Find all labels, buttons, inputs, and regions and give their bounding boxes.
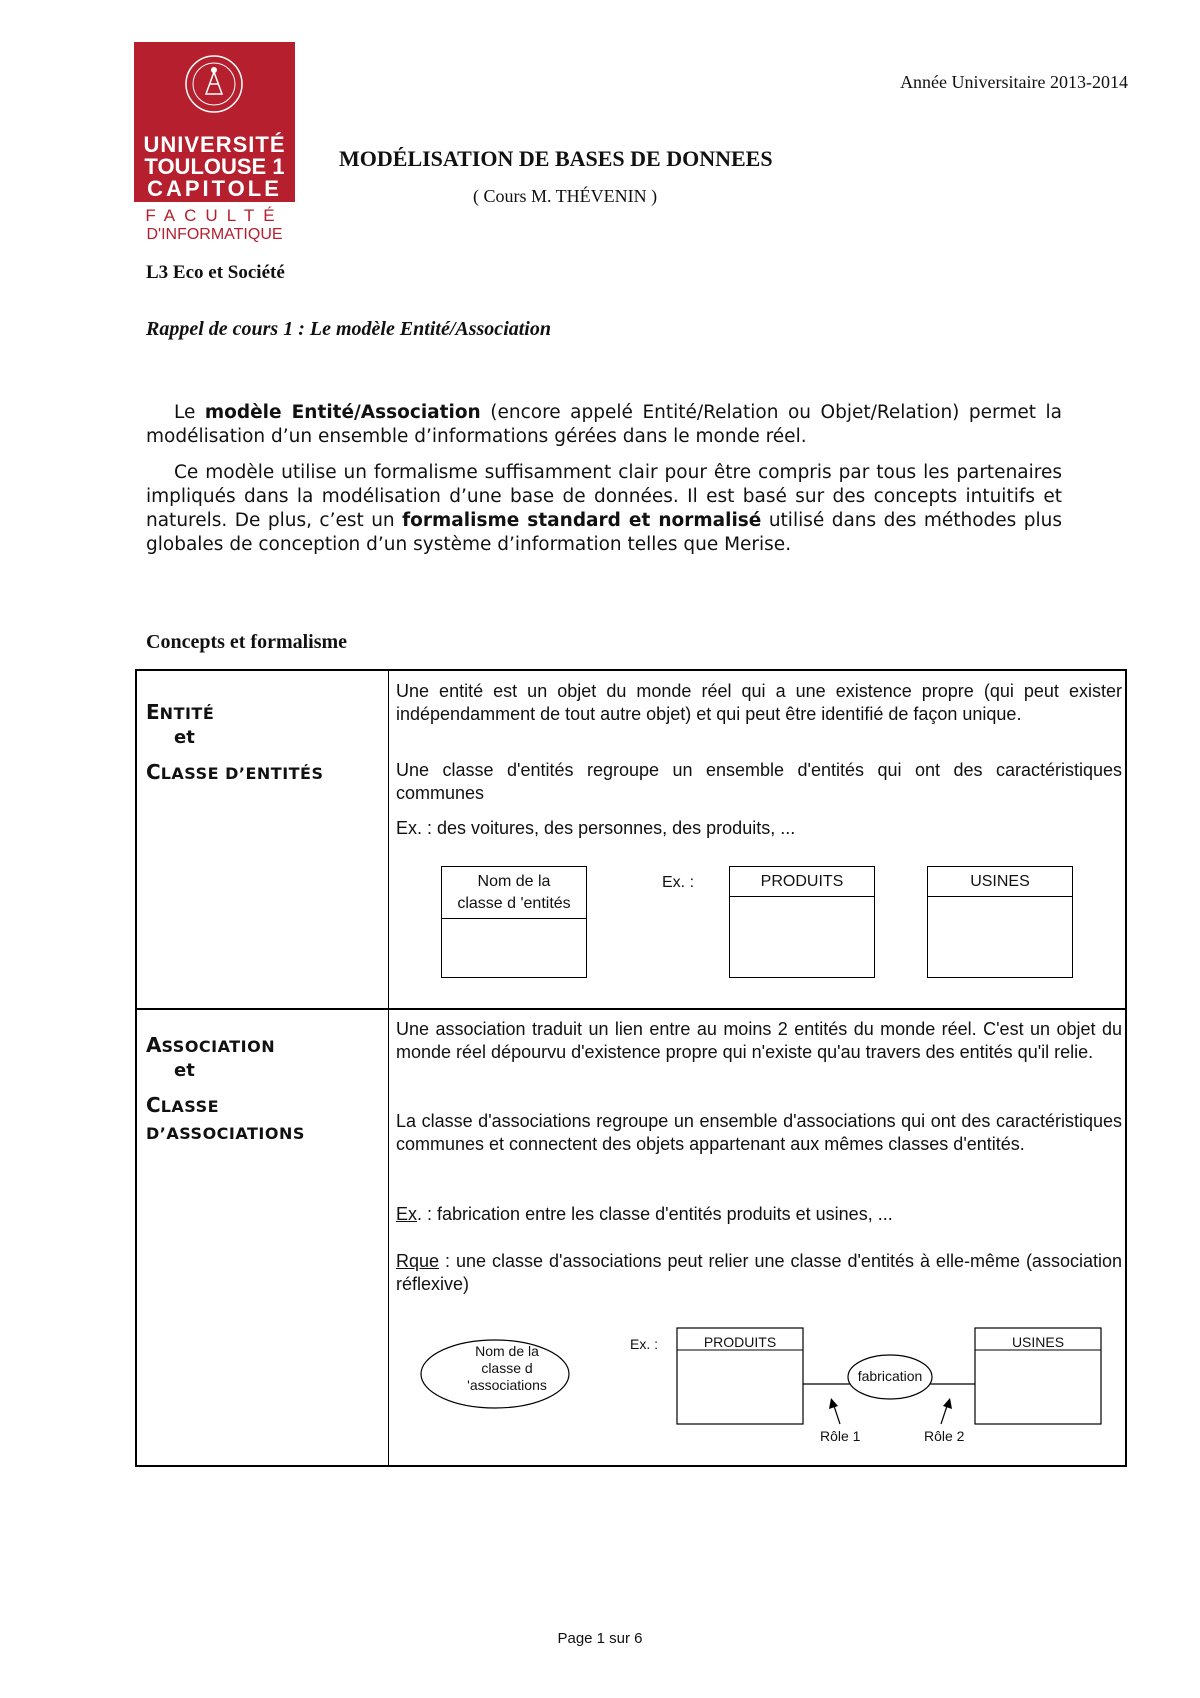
logo-faculte: FACULTÉ <box>145 206 284 225</box>
fabrication-label: fabrication <box>857 1368 923 1384</box>
page-title: MODÉLISATION DE BASES DE DONNEES <box>339 146 773 171</box>
role1-label: Rôle 1 <box>820 1428 861 1444</box>
association-remark: Rque : une classe d'associations peut relier une classe d'entités à elle-même (association réflexive) <box>396 1251 1122 1294</box>
role2-arrowhead-icon <box>943 1398 952 1409</box>
association-definition: Une association traduit un lien entre au moins 2 entités du monde réel. C'est un objet du monde réel dépourvu d'existence propre qui n'existe qu'au travers des entités qu'il relie. <box>396 1019 1122 1062</box>
association-label-et: et <box>174 1060 195 1081</box>
intro-paragraph-1: Le modèle Entité/Association (encore appelé Entité/Relation ou Objet/Relation) permet la modélisation d’un ensemble d’informations gérées dans le monde réel. <box>146 402 1063 447</box>
entity-label: ENTITÉ <box>146 700 215 724</box>
entity-example: Ex. : des voitures, des personnes, des produits, ... <box>396 818 796 838</box>
logo-toulouse: TOULOUSE 1 <box>144 154 285 179</box>
role1-arrowhead-icon <box>829 1398 838 1409</box>
association-example: Ex. : fabrication entre les classe d'entités produits et usines, ... <box>396 1204 893 1224</box>
entity-definition: Une entité est un objet du monde réel qui a une existence propre (qui peut exister indépendamment de tout autre objet) et qui peut être identifié de façon unique. <box>396 681 1122 724</box>
section-heading: Rappel de cours 1 : Le modèle Entité/Association <box>146 318 551 340</box>
association-class-definition: La classe d'associations regroupe un ensemble d'associations qui ont des caractéristiques communes et connectent des objets appartenant aux mêmes classes d'entités. <box>396 1111 1122 1154</box>
university-seal-icon <box>184 54 244 114</box>
produits-entity-box: PRODUITS <box>729 866 875 978</box>
page-number: Page 1 sur 6 <box>557 1630 643 1647</box>
intro-paragraph-2: Ce modèle utilise un formalisme suffisamment clair pour être compris par tous les partenaires impliqués dans la modélisation d’une base de données. Il est basé sur des concepts intuitifs et naturels. De plus, c’est un formalisme standard et normalisé utilisé dans des méthodes plus globales de conception d’un système d’information telles que Merise. <box>146 462 1063 555</box>
association-class-label-2: D’ASSOCIATIONS <box>146 1124 305 1143</box>
entity-label-et: et <box>174 727 195 748</box>
entity-example-label: Ex. : <box>662 874 695 891</box>
course-author: ( Cours M. THÉVENIN ) <box>473 186 658 206</box>
university-logo <box>134 42 295 248</box>
association-example-label: Ex. : <box>630 1336 659 1352</box>
role2-label: Rôle 2 <box>924 1428 965 1444</box>
course-level: L3 Eco et Société <box>146 262 285 283</box>
logo-university: UNIVERSITÉ <box>143 132 286 157</box>
table-row-divider <box>135 1008 1127 1010</box>
produits-box-label: PRODUITS <box>703 1334 777 1350</box>
usines-entity-box: USINES <box>927 866 1073 978</box>
usines-box-label: USINES <box>1011 1334 1065 1350</box>
logo-capitole: CAPITOLE <box>147 176 282 201</box>
entity-class-definition: Une classe d'entités regroupe un ensemble d'entités qui ont des caractéristiques communes <box>396 760 1122 803</box>
academic-year: Année Universitaire 2013-2014 <box>900 72 1128 92</box>
association-class-ellipse-label: Nom de la classe d 'associations <box>467 1343 547 1393</box>
logo-informatique: D'INFORMATIQUE <box>146 226 283 243</box>
association-label: ASSOCIATION <box>146 1033 276 1057</box>
concepts-heading: Concepts et formalisme <box>146 631 348 653</box>
entity-class-box: Nom de la classe d 'entités <box>441 866 587 978</box>
association-class-label: CLASSE <box>146 1093 220 1117</box>
entity-class-label: CLASSE D’ENTITÉS <box>146 760 324 784</box>
